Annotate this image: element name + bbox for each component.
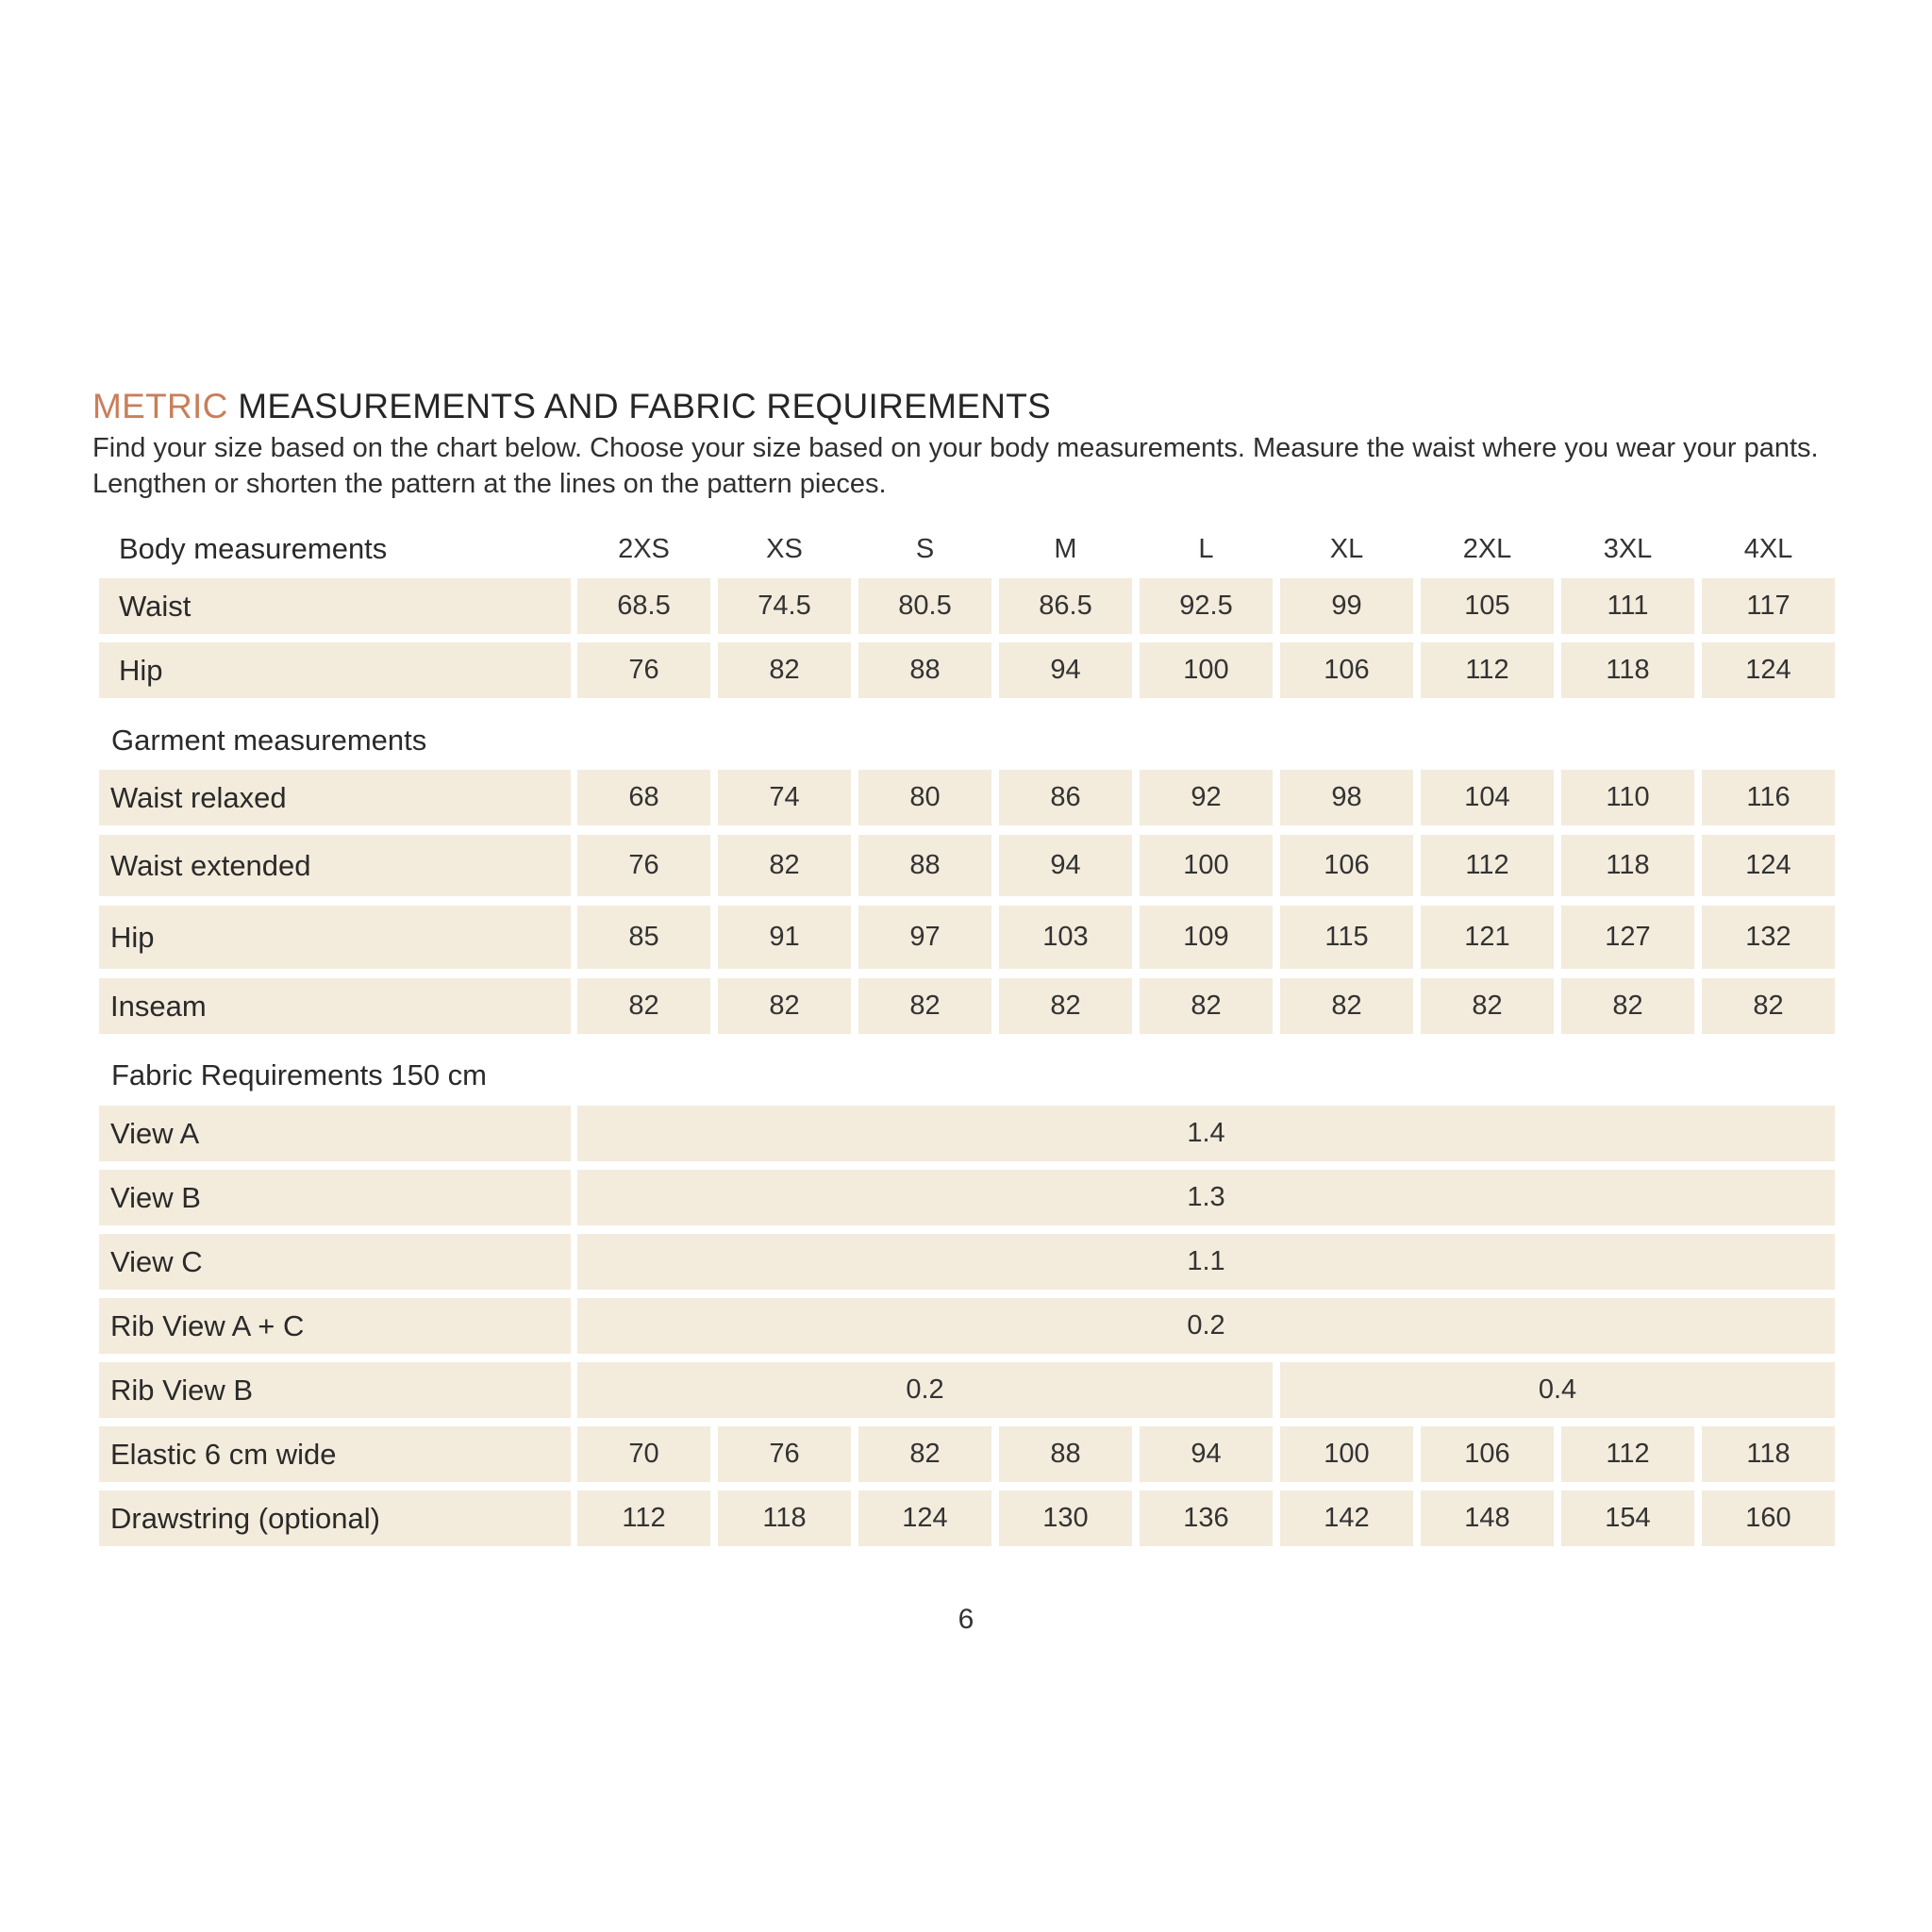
row-label: View C [99,1234,571,1290]
table-cell: 91 [718,906,851,969]
table-cell: 106 [1280,835,1413,896]
table-cell: 82 [1280,978,1413,1034]
table-cell: 74.5 [718,578,851,634]
page-number: 6 [958,1604,974,1635]
table-cell: 109 [1140,906,1273,969]
table-cell: 82 [1140,978,1273,1034]
table-cell: 118 [1561,835,1694,896]
row-label: Hip [99,906,571,969]
table-cell: 121 [1421,906,1554,969]
row-label: View B [99,1170,571,1225]
table-cell: 160 [1702,1491,1835,1546]
size-header: 3XL [1603,533,1653,564]
size-header: M [1054,533,1077,564]
table-cell: 82 [1421,978,1554,1034]
table-cell: 70 [577,1426,710,1482]
table-cell: 82 [1561,978,1694,1034]
title-accent: METRIC [92,387,228,425]
table-cell: 148 [1421,1491,1554,1546]
table-cell: 88 [858,835,991,896]
size-header: 4XL [1743,533,1793,564]
table-cell: 74 [718,770,851,825]
table-cell: 97 [858,906,991,969]
table-cell: 82 [999,978,1132,1034]
size-header: XS [766,533,803,564]
table-cell: 98 [1280,770,1413,825]
table-cell: 68.5 [577,578,710,634]
size-header: XL [1329,533,1364,564]
merged-cell: 1.4 [577,1106,1835,1161]
table-cell: 127 [1561,906,1694,969]
row-label: Elastic 6 cm wide [99,1426,571,1482]
table-cell: 76 [577,642,710,698]
table-cell: 80.5 [858,578,991,634]
table-cell: 118 [1561,642,1694,698]
table-cell: 112 [1561,1426,1694,1482]
table-cell: 92 [1140,770,1273,825]
merged-cell: 1.3 [577,1170,1835,1225]
table-cell: 118 [1702,1426,1835,1482]
table-cell: 86.5 [999,578,1132,634]
table-cell: 136 [1140,1491,1273,1546]
title-rest: MEASUREMENTS AND FABRIC REQUIREMENTS [227,387,1052,425]
size-header: 2XS [618,533,670,564]
row-label: Waist relaxed [99,770,571,825]
table-cell: 88 [858,642,991,698]
row-label: Rib View B [99,1362,571,1418]
merged-cell: 1.1 [577,1234,1835,1290]
table-cell: 82 [718,978,851,1034]
table-cell: 132 [1702,906,1835,969]
table-cell: 104 [1421,770,1554,825]
table-cell: 94 [999,642,1132,698]
table-cell: 68 [577,770,710,825]
table-cell: 80 [858,770,991,825]
row-label: View A [99,1106,571,1161]
table-cell: 82 [858,978,991,1034]
table-cell: 86 [999,770,1132,825]
table-cell: 142 [1280,1491,1413,1546]
table-cell: 130 [999,1491,1132,1546]
table-cell: 115 [1280,906,1413,969]
table-cell: 85 [577,906,710,969]
table-cell: 124 [1702,835,1835,896]
table-cell: 124 [858,1491,991,1546]
size-header: 2XL [1462,533,1512,564]
table-cell: 116 [1702,770,1835,825]
row-label: Waist [99,578,571,634]
table-cell: 106 [1280,642,1413,698]
table-cell: 100 [1140,835,1273,896]
section-title: Body measurements [119,532,388,565]
table-cell: 82 [858,1426,991,1482]
table-cell: 94 [1140,1426,1273,1482]
table-cell: 82 [577,978,710,1034]
table-cell: 94 [999,835,1132,896]
row-label: Hip [99,642,571,698]
table-cell: 111 [1561,578,1694,634]
table-cell: 154 [1561,1491,1694,1546]
row-label: Rib View A + C [99,1298,571,1354]
table-cell: 103 [999,906,1132,969]
table-cell: 117 [1702,578,1835,634]
table-cell: 100 [1280,1426,1413,1482]
section-title: Garment measurements [111,724,427,757]
table-cell: 106 [1421,1426,1554,1482]
table-cell: 112 [577,1491,710,1546]
section-title: Fabric Requirements 150 cm [111,1058,487,1091]
row-label: Inseam [99,978,571,1034]
table-cell: 88 [999,1426,1132,1482]
size-header: S [915,533,935,564]
table-cell: 124 [1702,642,1835,698]
row-label: Waist extended [99,835,571,896]
table-cell: 82 [718,642,851,698]
table-cell: 82 [718,835,851,896]
table-cell: 92.5 [1140,578,1273,634]
table-cell: 76 [577,835,710,896]
merged-cell: 0.2 [577,1362,1273,1418]
table-cell: 105 [1421,578,1554,634]
table-cell: 112 [1421,835,1554,896]
table-cell: 100 [1140,642,1273,698]
table-cell: 118 [718,1491,851,1546]
table-cell: 110 [1561,770,1694,825]
row-label: Drawstring (optional) [99,1491,571,1546]
table-cell: 112 [1421,642,1554,698]
size-header: L [1198,533,1214,564]
table-cell: 82 [1702,978,1835,1034]
table-cell: 76 [718,1426,851,1482]
merged-cell: 0.2 [577,1298,1835,1354]
merged-cell: 0.4 [1280,1362,1835,1418]
intro-paragraph: Find your size based on the chart below. Choose your size based on your body measurements. Measure the waist where you wear your pants. Lengthen or shorten the pattern at the lines on the pattern pieces. [92,433,1819,499]
table-cell: 99 [1280,578,1413,634]
